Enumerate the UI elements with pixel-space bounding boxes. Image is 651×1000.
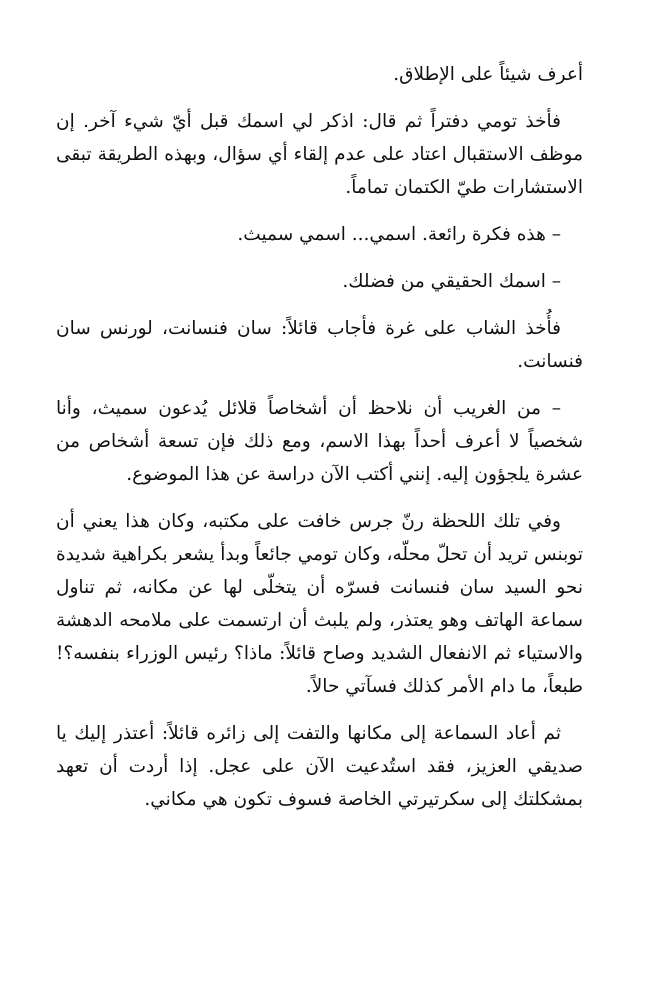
- paragraph-3: فأُخذ الشاب على غرة فأجاب قائلاً: سان فنسانت، لورنس سان فنسانت.: [56, 318, 583, 372]
- dialogue-line-1: – هذه فكرة رائعة. اسمي... اسمي سميث.: [237, 224, 561, 245]
- paragraph-5: وفي تلك اللحظة رنّ جرس خافت على مكتبه، وكان هذا يعني أن توبنس تريد أن تحلّ محلّه، وكان تومي جائعاً وبدأ يشعر بكراهية شديدة نحو السيد سان فنسانت فسرّه أن يتخلّى لها عن مكانه، ثم تناول سماعة الهاتف وهو يعتذر، ولم يلبث أن ارتسمت على ملامحه الدهشة والاستياء ثم الانفعال الشديد وصاح قائلاً: ماذا؟ رئيس الوزراء بنفسه؟! طبعاً، ما دام الأمر كذلك فسآتي حالاً.: [56, 511, 583, 697]
- paragraph-1: أعرف شيئاً على الإطلاق.: [393, 64, 583, 85]
- dialogue-line-2: – اسمك الحقيقي من فضلك.: [342, 271, 561, 292]
- paragraph-4: – من الغريب أن نلاحظ أن أشخاصاً قلائل يُدعون سميث، وأنا شخصياً لا أعرف أحداً بهذا الاسم، ومع ذلك فإن تسعة أشخاص من عشرة يلجؤون إليه. إنني أكتب الآن دراسة عن هذا الموضوع.: [56, 398, 583, 485]
- paragraph-6: ثم أعاد السماعة إلى مكانها والتفت إلى زائره قائلاً: أعتذر إليك يا صديقي العزيز، فقد استُدعيت الآن على عجل. إذا أردت أن تعهد بمشكلتك إلى سكرتيرتي الخاصة فسوف تكون هي مكاني.: [56, 723, 583, 810]
- book-page: [56, 58, 583, 816]
- paragraph-2: فأخذ تومي دفتراً ثم قال: اذكر لي اسمك قبل أيّ شيء آخر. إن موظف الاستقبال اعتاد على عدم إلقاء أي سؤال، وبهذه الطريقة تبقى الاستشارات طيّ الكتمان تماماً.: [56, 111, 583, 198]
